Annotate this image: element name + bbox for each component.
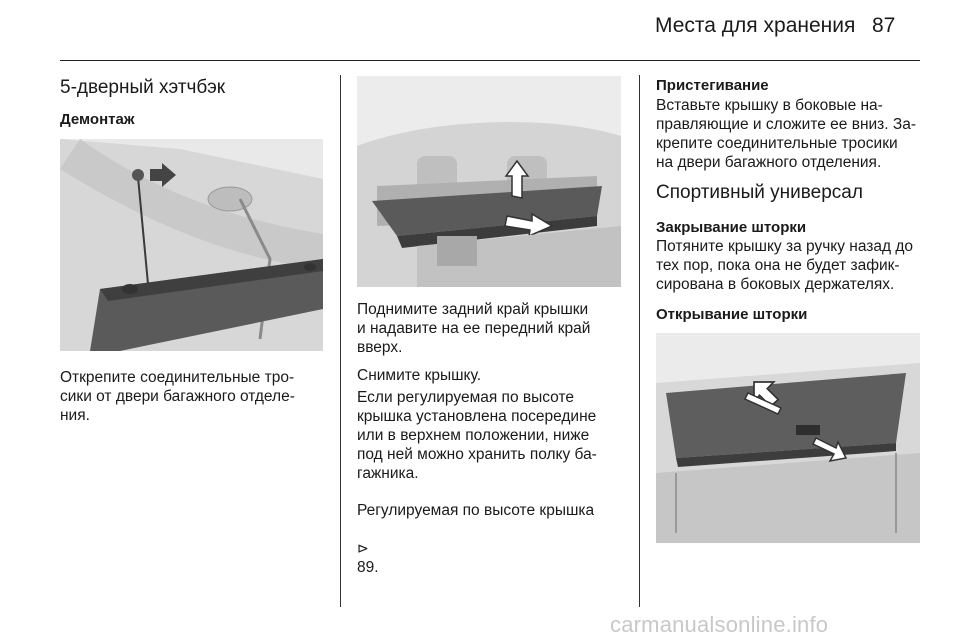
reference-page-link[interactable]: 89. [357, 559, 379, 576]
column-divider-1 [340, 75, 341, 607]
column-divider-2 [639, 75, 640, 607]
figure-opening-blind [656, 333, 920, 543]
paragraph-closing-blind: Потяните крышку за ручку назад до тех пор, пока она не будет зафик- сирована в боковых держателях. [656, 238, 914, 293]
figure-hatchback-cable [60, 139, 323, 351]
reference-text: Регулируемая по высоте крышка [357, 502, 595, 519]
page-header-title: Места для хранения [655, 14, 856, 37]
subheading-opening-blind: Открывание шторки [656, 306, 808, 323]
subheading-removal: Демонтаж [60, 111, 135, 128]
watermark: carmanualsonline.info [610, 612, 829, 637]
section-heading-hatchback: 5-дверный хэтчбэк [60, 77, 226, 98]
paragraph-height-adjustable: Если регулируемая по высоте крышка установлена посередине или в верхнем положении, ниже под ней можно хранить полку ба- гажника. [357, 389, 597, 482]
header-divider [60, 60, 920, 61]
figure-lift-cover [357, 76, 621, 287]
subheading-fastening: Пристегивание [656, 77, 769, 94]
paragraph-remove-cover: Снимите крышку. [357, 367, 482, 384]
subheading-closing-blind: Закрывание шторки [656, 219, 807, 236]
reference-arrow-icon: ⊳ [357, 540, 369, 556]
section-heading-sports-tourer: Спортивный универсал [656, 182, 863, 203]
paragraph-lift-rear-edge: Поднимите задний край крышки и надавите на ее передний край вверх. [357, 301, 591, 356]
paragraph-reference [357, 482, 632, 577]
page-number: 87 [872, 14, 896, 37]
paragraph-fastening: Вставьте крышку в боковые на- правляющие и сложите ее вниз. За- крепите соединительные тросики на двери багажного отделения. [656, 97, 917, 171]
paragraph-detach-cables: Открепите соединительные тро- сики от двери багажного отделе- ния. [60, 369, 295, 424]
